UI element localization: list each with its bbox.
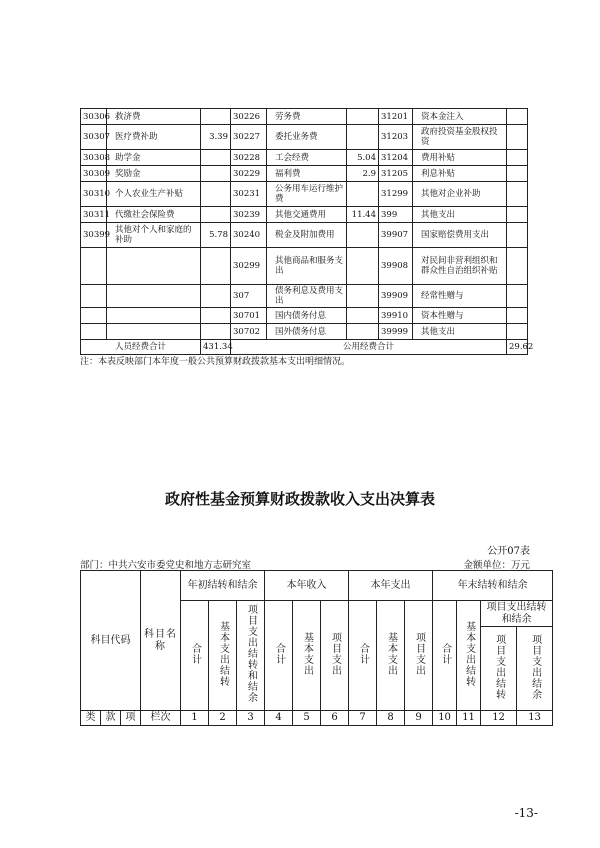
item-code: 30310 (81, 182, 107, 207)
item-amount (201, 182, 231, 207)
item-name: 费用补贴 (413, 150, 507, 166)
header-subject-name: 科目名称 (141, 571, 181, 711)
header-current-expenditure: 本年支出 (349, 571, 433, 601)
col-basic-2: 基本支出 (293, 601, 321, 711)
col-project-2: 项目支出 (321, 601, 349, 711)
column-number: 12 (481, 711, 517, 726)
item-amount (507, 150, 528, 166)
government-fund-table (80, 570, 553, 726)
item-amount (507, 308, 528, 324)
item-amount: 2.9 (347, 166, 379, 182)
column-number: 1 (181, 711, 209, 726)
column-number: 3 (237, 711, 265, 726)
col-total-1: 合计 (181, 601, 209, 711)
item-name: 税金及附加费用 (267, 223, 347, 248)
item-amount: 11.44 (347, 207, 379, 223)
item-name: 债务利息及费用支出 (267, 285, 347, 308)
item-name: 对民间非营利组织和群众性自治组织补贴 (413, 248, 507, 285)
item-amount (347, 285, 379, 308)
item-amount (347, 125, 379, 150)
item-name: 其他商品和服务支出 (267, 248, 347, 285)
label-lanci: 栏次 (141, 711, 181, 726)
section-title: 政府性基金预算财政拨款收入支出决算表 (164, 490, 435, 508)
item-name: 资本金注入 (413, 109, 507, 125)
item-code: 30311 (81, 207, 107, 223)
col-basic-3: 基本支出 (377, 601, 405, 711)
item-name: 资本性赠与 (413, 308, 507, 324)
item-amount (507, 285, 528, 308)
table-row (81, 182, 528, 207)
table-row (81, 248, 528, 285)
table-row (81, 166, 528, 182)
item-amount (507, 182, 528, 207)
header-beginning-balance: 年初结转和结余 (181, 571, 265, 601)
item-code: 31201 (379, 109, 413, 125)
item-code: 30228 (231, 150, 267, 166)
item-amount (201, 109, 231, 125)
item-code: 30229 (231, 166, 267, 182)
item-code: 30307 (81, 125, 107, 150)
column-number: 11 (457, 711, 481, 726)
item-name: 劳务费 (267, 109, 347, 125)
table-row (81, 223, 528, 248)
col-total-4: 合计 (433, 601, 457, 711)
header-ending-balance: 年末结转和结余 (433, 571, 553, 601)
col-project-balance-4: 项目支出结转和结余 (481, 601, 553, 627)
item-name (107, 285, 201, 308)
col-total-2: 合计 (265, 601, 293, 711)
item-code (81, 324, 107, 340)
table-note: 注：本表反映部门本年度一般公共预算财政拨款基本支出明细情况。 (80, 357, 351, 367)
item-amount (507, 207, 528, 223)
item-code (81, 308, 107, 324)
item-code: 30308 (81, 150, 107, 166)
item-name (107, 248, 201, 285)
col-project-surplus-4: 项目支出结余 (517, 627, 553, 711)
department-label: 部门：中共六安市委党史和地方志研究室 (80, 560, 252, 571)
item-name: 利息补贴 (413, 166, 507, 182)
item-name: 助学金 (107, 150, 201, 166)
page-number: -13- (514, 806, 538, 820)
item-amount (201, 150, 231, 166)
header-current-income: 本年收入 (265, 571, 349, 601)
table-row (81, 308, 528, 324)
col-basic-carry-4: 基本支出结转 (457, 601, 481, 711)
item-code: 30240 (231, 223, 267, 248)
item-code: 307 (231, 285, 267, 308)
item-name (107, 324, 201, 340)
item-code: 30231 (231, 182, 267, 207)
item-name: 医疗费补助 (107, 125, 201, 150)
item-amount (201, 324, 231, 340)
item-amount (201, 166, 231, 182)
item-name: 国外债务付息 (267, 324, 347, 340)
item-amount: 5.78 (201, 223, 231, 248)
label-xiang: 项 (121, 711, 141, 726)
item-name: 政府投资基金股权投资 (413, 125, 507, 150)
col-project-carry-1: 项目支出结转和结余 (237, 601, 265, 711)
item-amount (507, 248, 528, 285)
item-code: 39999 (379, 324, 413, 340)
item-amount (201, 207, 231, 223)
item-code (81, 285, 107, 308)
item-name: 其他支出 (413, 324, 507, 340)
item-amount (507, 324, 528, 340)
item-code: 30309 (81, 166, 107, 182)
item-name: 工会经费 (267, 150, 347, 166)
item-amount: 3.39 (201, 125, 231, 150)
column-number: 4 (265, 711, 293, 726)
item-code: 31299 (379, 182, 413, 207)
item-amount (201, 285, 231, 308)
item-code: 39909 (379, 285, 413, 308)
col-basic-carry-1: 基本支出结转 (209, 601, 237, 711)
form-number: 公开07表 (487, 546, 530, 557)
item-name: 福利费 (267, 166, 347, 182)
item-code: 30702 (231, 324, 267, 340)
item-name: 公务用车运行维护费 (267, 182, 347, 207)
table-row (81, 150, 528, 166)
column-number: 6 (321, 711, 349, 726)
item-name: 奖励金 (107, 166, 201, 182)
item-amount (507, 109, 528, 125)
item-code: 30306 (81, 109, 107, 125)
item-name: 其他对个人和家庭的补助 (107, 223, 201, 248)
item-code: 30701 (231, 308, 267, 324)
column-number: 8 (377, 711, 405, 726)
col-project-3: 项目支出 (405, 601, 433, 711)
label-kuan: 款 (101, 711, 121, 726)
amount-unit-label: 金额单位：万元 (463, 560, 530, 571)
item-code: 31204 (379, 150, 413, 166)
item-code: 30226 (231, 109, 267, 125)
item-amount (347, 324, 379, 340)
item-code: 39907 (379, 223, 413, 248)
item-name: 个人农业生产补贴 (107, 182, 201, 207)
item-name: 国内债务付息 (267, 308, 347, 324)
item-name: 其他支出 (413, 207, 507, 223)
item-amount (507, 223, 528, 248)
table-row (81, 109, 528, 125)
col-total-3: 合计 (349, 601, 377, 711)
item-amount (347, 248, 379, 285)
item-amount (347, 308, 379, 324)
column-number: 2 (209, 711, 237, 726)
item-name (107, 308, 201, 324)
column-number: 13 (517, 711, 553, 726)
item-name: 委托业务费 (267, 125, 347, 150)
label-lei: 类 (81, 711, 101, 726)
item-amount (201, 308, 231, 324)
totals-row (81, 340, 528, 355)
item-code: 39910 (379, 308, 413, 324)
table-row (81, 125, 528, 150)
item-name: 其他交通费用 (267, 207, 347, 223)
col-project-carry-4: 项目支出结转 (481, 627, 517, 711)
column-number-row (81, 711, 553, 726)
item-amount (347, 223, 379, 248)
table-row (81, 207, 528, 223)
item-code: 30399 (81, 223, 107, 248)
column-number: 10 (433, 711, 457, 726)
item-amount (507, 125, 528, 150)
table-row (81, 324, 528, 340)
item-amount: 5.04 (347, 150, 379, 166)
item-code: 39908 (379, 248, 413, 285)
item-amount (347, 182, 379, 207)
public-total-label: 公用经费合计 (231, 340, 507, 355)
column-number: 9 (405, 711, 433, 726)
item-code: 399 (379, 207, 413, 223)
item-name: 代缴社会保险费 (107, 207, 201, 223)
item-name: 经常性赠与 (413, 285, 507, 308)
personnel-total-label: 人员经费合计 (81, 340, 201, 355)
item-code: 31205 (379, 166, 413, 182)
column-number: 5 (293, 711, 321, 726)
basic-expenditure-detail-table (80, 108, 534, 355)
item-name: 其他对企业补助 (413, 182, 507, 207)
item-code: 30227 (231, 125, 267, 150)
item-code: 30299 (231, 248, 267, 285)
item-code: 31203 (379, 125, 413, 150)
item-name: 救济费 (107, 109, 201, 125)
item-code (81, 248, 107, 285)
item-name: 国家赔偿费用支出 (413, 223, 507, 248)
item-amount (201, 248, 231, 285)
personnel-total-value: 431.34 (201, 340, 231, 355)
public-total-value: 29.62 (507, 340, 528, 355)
item-code: 30239 (231, 207, 267, 223)
column-number: 7 (349, 711, 377, 726)
item-amount (347, 109, 379, 125)
expense-table-body (81, 109, 534, 355)
header-subject-code: 科目代码 (81, 571, 141, 711)
item-amount (507, 166, 528, 182)
table-row (81, 285, 528, 308)
